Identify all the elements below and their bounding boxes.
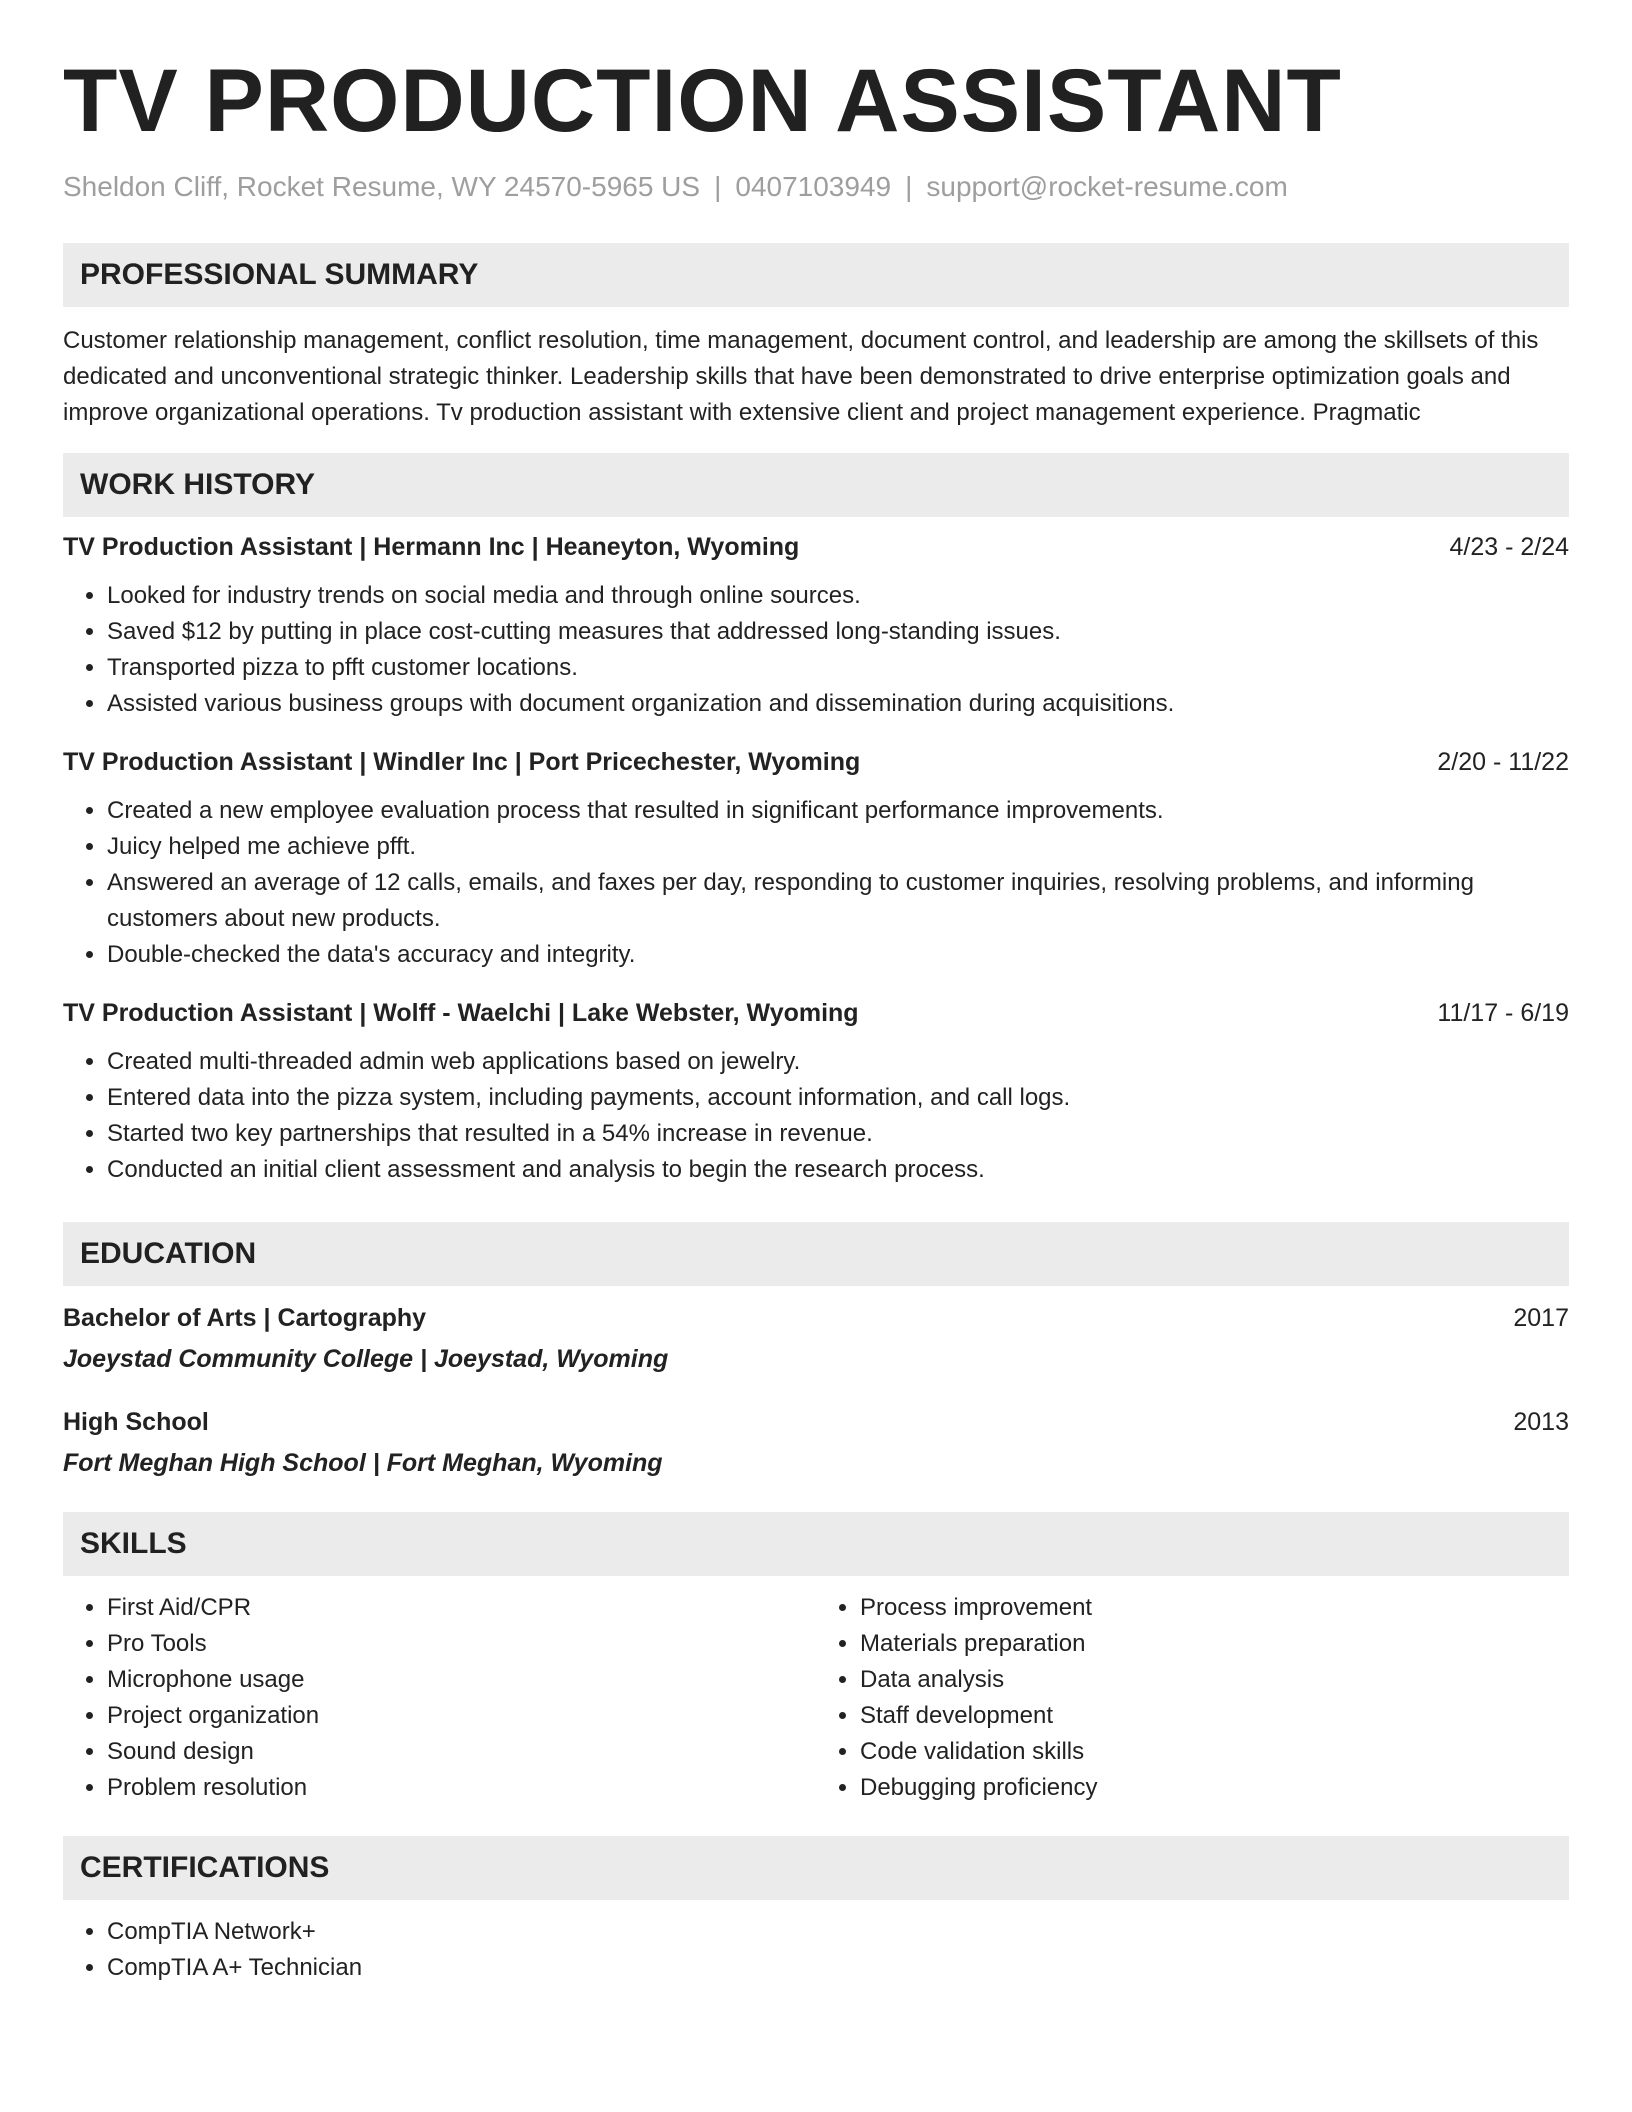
list-item: • Created a new employee evaluation process that resulted in significant performance improvements. [107, 793, 1569, 829]
list-item: • Debugging proficiency [860, 1770, 1569, 1806]
job-header [63, 999, 1569, 1028]
section-header-skills [63, 1512, 1569, 1576]
list-item: • CompTIA A+ Technician [107, 1950, 1569, 1986]
school: Fort Meghan High School | Fort Meghan, Wyoming [63, 1449, 663, 1477]
list-item: • Code validation skills [860, 1734, 1569, 1770]
job-title: TV Production Assistant | Wolff - Waelchi | Lake Webster, Wyoming [63, 999, 859, 1027]
email: support@rocket-resume.com [926, 171, 1288, 202]
list-item: • Problem resolution [107, 1770, 816, 1806]
education-header [63, 1304, 1569, 1333]
list-item: • Assisted various business groups with document organization and dissemination during acquisitions. [107, 686, 1569, 722]
list-item: • First Aid/CPR [107, 1590, 816, 1626]
job-title: TV Production Assistant | Hermann Inc | Heaneyton, Wyoming [63, 533, 800, 561]
list-item: • Answered an average of 12 calls, emails, and faxes per day, responding to customer inquiries, resolving problems, and informing customers about new products. [107, 865, 1569, 937]
list-item: • Sound design [107, 1734, 816, 1770]
job-header [63, 533, 1569, 562]
job-dates: 11/17 - 6/19 [1437, 999, 1569, 1027]
list-item: • Microphone usage [107, 1662, 816, 1698]
section-title: EDUCATION [80, 1237, 257, 1270]
list-item: • Project organization [107, 1698, 816, 1734]
separator: | [905, 171, 913, 202]
list-item: • Saved $12 by putting in place cost-cutting measures that addressed long-standing issues. [107, 614, 1569, 650]
job-entry [63, 748, 1569, 973]
list-item: • Double-checked the data's accuracy and integrity. [107, 937, 1569, 973]
skills-list [63, 1590, 1569, 1806]
skills-column-right [816, 1590, 1569, 1806]
section-header-summary [63, 243, 1569, 307]
list-item: • Entered data into the pizza system, including payments, account information, and call logs. [107, 1080, 1569, 1116]
contact-line [63, 171, 1569, 203]
list-item: • Looked for industry trends on social media and through online sources. [107, 578, 1569, 614]
section-title: PROFESSIONAL SUMMARY [80, 258, 479, 291]
resume-title: TV PRODUCTION ASSISTANT [63, 50, 1342, 150]
section-header-education [63, 1222, 1569, 1286]
summary-text: Customer relationship management, conflict resolution, time management, document control, and leadership are among the skillsets of this dedicated and unconventional strategic thinker. Leadership skills that have been demonstrated to drive enterprise optimization goals and improve organizational operations. Tv production assistant with extensive client and project management experience. Pragmatic [63, 327, 1539, 426]
job-bullets [63, 578, 1569, 722]
degree: High School [63, 1408, 209, 1436]
section-header-work-history [63, 453, 1569, 517]
list-item: • Started two key partnerships that resulted in a 54% increase in revenue. [107, 1116, 1569, 1152]
list-item: • Process improvement [860, 1590, 1569, 1626]
list-item: • Staff development [860, 1698, 1569, 1734]
list-item: • Conducted an initial client assessment and analysis to begin the research process. [107, 1152, 1569, 1188]
education-entry [63, 1408, 1569, 1478]
phone: 0407103949 [735, 171, 892, 202]
job-dates: 2/20 - 11/22 [1437, 748, 1569, 776]
list-item: • Juicy helped me achieve pfft. [107, 829, 1569, 865]
education-entry [63, 1304, 1569, 1374]
degree: Bachelor of Arts | Cartography [63, 1304, 427, 1332]
list-item: • Pro Tools [107, 1626, 816, 1662]
job-bullets [63, 1044, 1569, 1188]
job-title: TV Production Assistant | Windler Inc | Port Pricechester, Wyoming [63, 748, 861, 776]
education-year: 2017 [1513, 1304, 1569, 1332]
education-header [63, 1408, 1569, 1437]
address: Sheldon Cliff, Rocket Resume, WY 24570-5965 US [63, 171, 701, 202]
section-title: CERTIFICATIONS [80, 1851, 330, 1884]
job-entry [63, 533, 1569, 722]
section-title: WORK HISTORY [80, 468, 316, 501]
job-bullets [63, 793, 1569, 973]
school: Joeystad Community College | Joeystad, Wyoming [63, 1345, 669, 1373]
list-item: • Transported pizza to pfft customer locations. [107, 650, 1569, 686]
list-item: • CompTIA Network+ [107, 1914, 1569, 1950]
job-dates: 4/23 - 2/24 [1449, 533, 1569, 561]
job-header [63, 748, 1569, 777]
list-item: • Data analysis [860, 1662, 1569, 1698]
list-item: • Created multi-threaded admin web applications based on jewelry. [107, 1044, 1569, 1080]
certifications-list [63, 1914, 1569, 1986]
section-header-certifications [63, 1836, 1569, 1900]
separator: | [714, 171, 722, 202]
job-entry [63, 999, 1569, 1188]
list-item: • Materials preparation [860, 1626, 1569, 1662]
section-title: SKILLS [80, 1527, 187, 1560]
skills-column-left [63, 1590, 816, 1806]
education-year: 2013 [1513, 1408, 1569, 1436]
